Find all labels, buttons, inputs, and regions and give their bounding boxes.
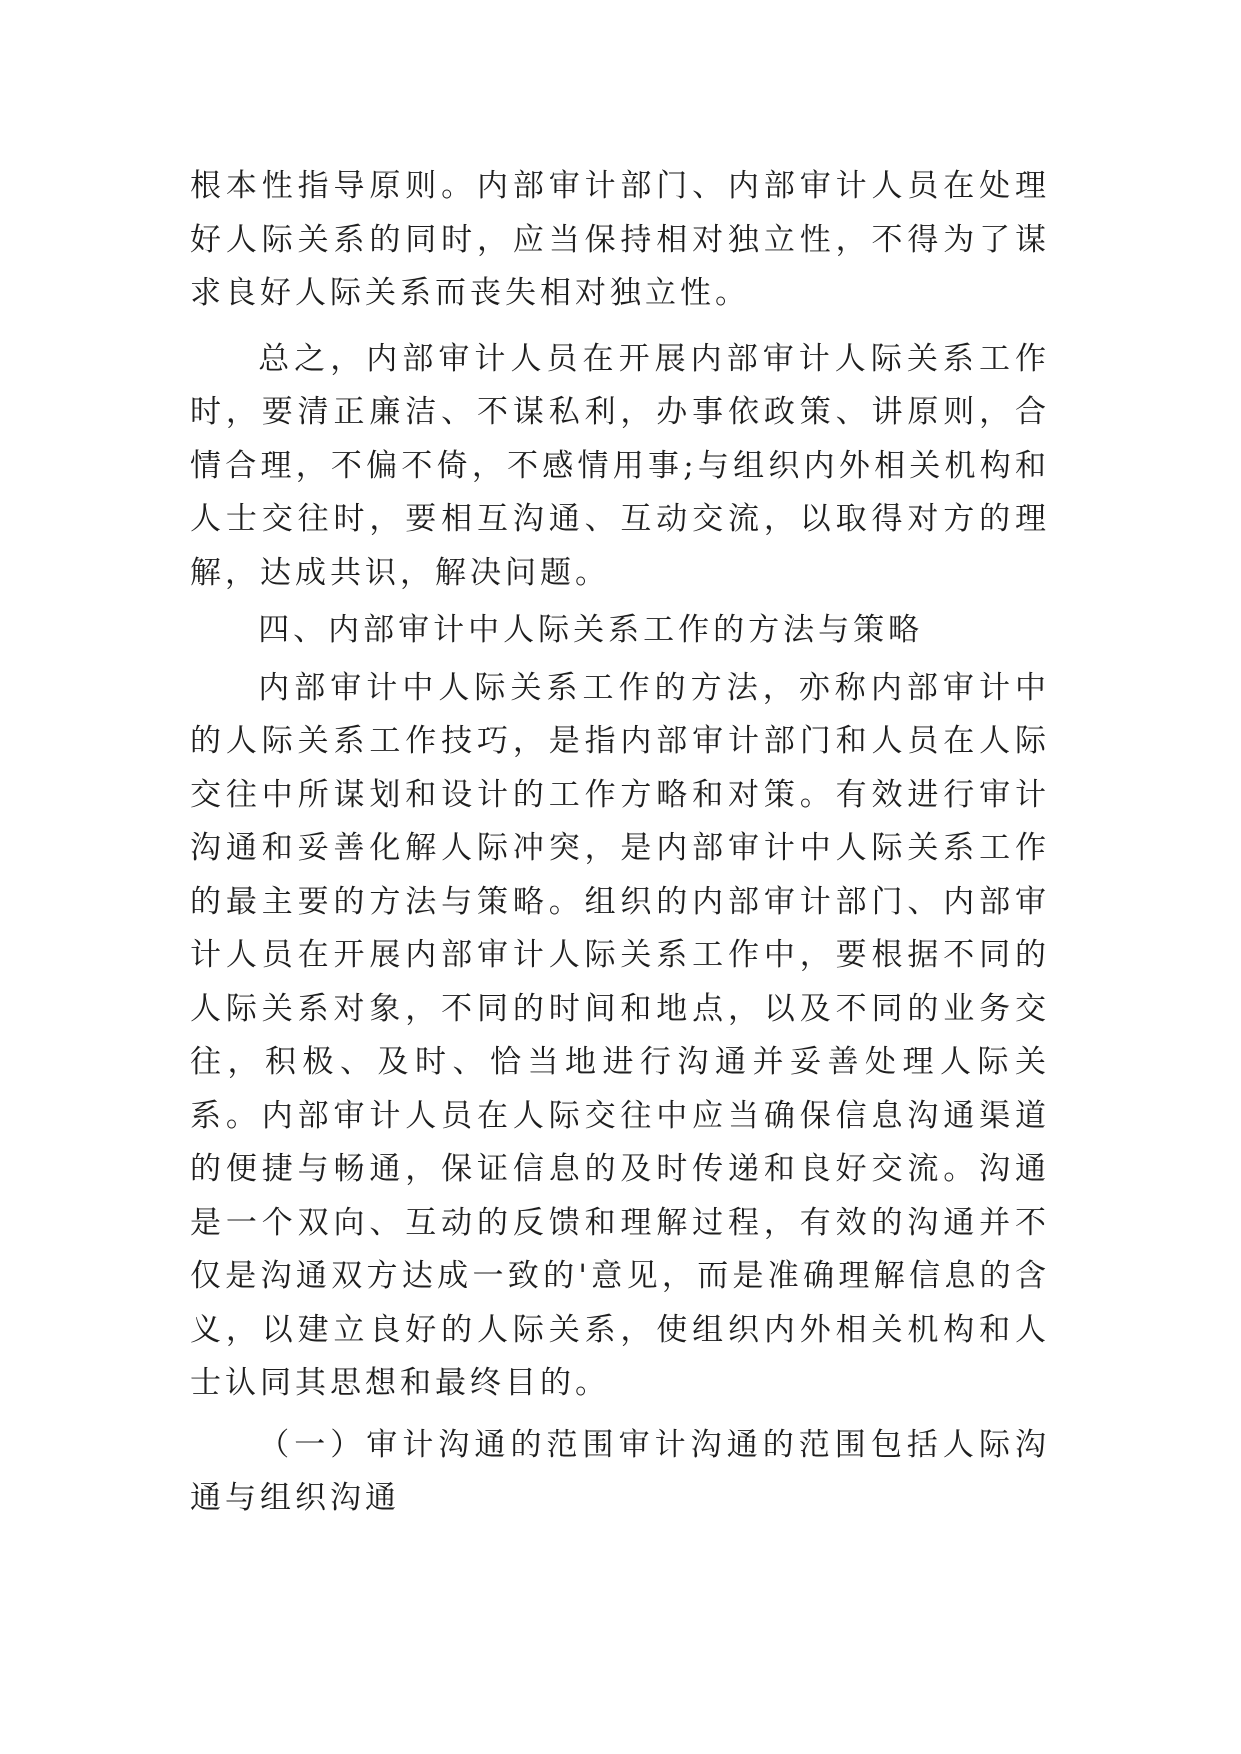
document-body (190, 160, 1050, 1526)
subsection-heading: （一）审计沟通的范围审计沟通的范围包括人际沟通与组织沟通 (190, 1426, 1050, 1516)
section-heading: 四、内部审计中人际关系工作的方法与策略 (258, 612, 924, 648)
paragraph-continuation: 根本性指导原则。内部审计部门、内部审计人员在处理好人际关系的同时，应当保持相对独立性，不得为了谋求良好人际关系而丧失相对独立性。 (190, 168, 1050, 311)
paragraph-methods: 内部审计中人际关系工作的方法，亦称内部审计中的人际关系工作技巧，是指内部审计部门和人员在人际交往中所谋划和设计的工作方略和对策。有效进行审计沟通和妥善化解人际冲突，是内部审计中人际关系工作的最主要的方法与策略。组织的内部审计部门、内部审计人员在开展内部审计人际关系工作中，要根据不同的人际关系对象，不同的时间和地点，以及不同的业务交往，积极、及时、恰当地进行沟通并妥善处理人际关系。内部审计人员在人际交往中应当确保信息沟通渠道的便捷与畅通，保证信息的及时传递和良好交流。沟通是一个双向、互动的反馈和理解过程，有效的沟通并不仅是沟通双方达成一致的'意见，而是准确理解信息的含义，以建立良好的人际关系，使组织内外相关机构和人士认同其思想和最终目的。 (190, 669, 1050, 1401)
paragraph-summary: 总之，内部审计人员在开展内部审计人际关系工作时，要清正廉洁、不谋私利，办事依政策、讲原则，合情合理，不偏不倚，不感情用事;与组织内外相关机构和人士交往时，要相互沟通、互动交流，以取得对方的理解，达成共识，解决问题。 (190, 340, 1050, 591)
